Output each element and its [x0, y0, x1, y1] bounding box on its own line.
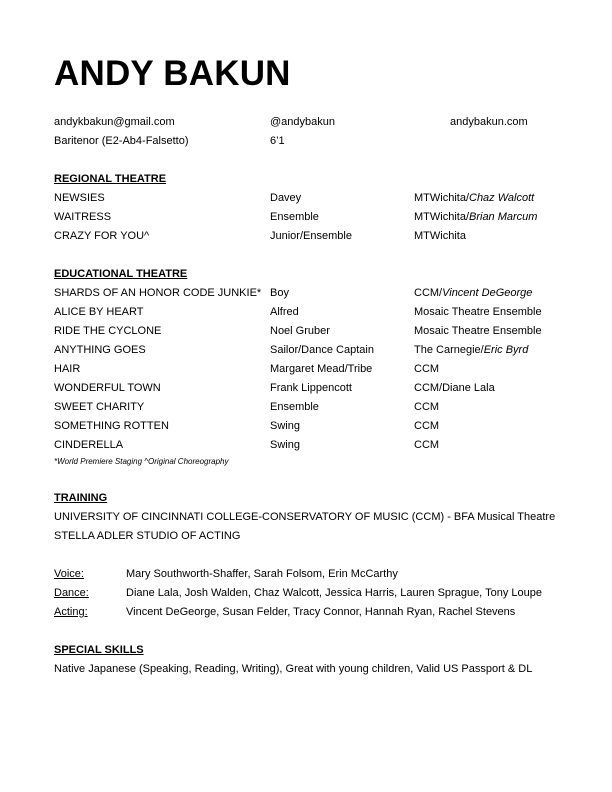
educational-role: Boy — [270, 287, 289, 299]
educational-role: Swing — [270, 439, 300, 451]
contact-website: andybakun.com — [450, 116, 528, 128]
educational-company: Mosaic Theatre Ensemble — [414, 325, 542, 337]
educational-company: CCM — [414, 420, 440, 432]
training-school: STELLA ADLER STUDIO OF ACTING — [54, 530, 241, 542]
teacher-names: Vincent DeGeorge, Susan Felder, Tracy Connor, Hannah Ryan, Rachel Stevens — [126, 606, 516, 618]
contact-voice-type: Baritenor (E2-Ab4-Falsetto) — [54, 135, 189, 147]
regional-theatre-heading: REGIONAL THEATRE — [54, 173, 167, 185]
educational-role: Frank Lippencott — [270, 382, 352, 394]
educational-company: CCM — [414, 363, 440, 375]
resume-name: ANDY BAKUN — [54, 54, 291, 93]
regional-show: NEWSIES — [54, 192, 105, 204]
teacher-names: Diane Lala, Josh Walden, Chaz Walcott, Jessica Harris, Lauren Sprague, Tony Loupe — [126, 587, 542, 599]
educational-company: Mosaic Theatre Ensemble — [414, 306, 542, 318]
regional-role: Junior/Ensemble — [270, 230, 352, 242]
teacher-category-label: Voice: — [54, 568, 84, 580]
regional-show: CRAZY FOR YOU^ — [54, 230, 150, 242]
training-heading: TRAINING — [54, 492, 108, 504]
educational-company: CCM/Vincent DeGeorge — [414, 287, 533, 299]
regional-company: MTWichita/Brian Marcum — [414, 211, 538, 223]
educational-company: CCM/Diane Lala — [414, 382, 495, 394]
educational-company: CCM — [414, 439, 440, 451]
educational-company: CCM — [414, 401, 440, 413]
contact-social: @andybakun — [270, 116, 335, 128]
educational-role: Ensemble — [270, 401, 319, 413]
contact-height: 6’1 — [270, 135, 285, 147]
educational-role: Noel Gruber — [270, 325, 330, 337]
educational-show: HAIR — [54, 363, 81, 375]
educational-show: SOMETHING ROTTEN — [54, 420, 169, 432]
educational-show: ALICE BY HEART — [54, 306, 144, 318]
special-skills-heading: SPECIAL SKILLS — [54, 644, 144, 656]
contact-email: andykbakun@gmail.com — [54, 116, 175, 128]
teacher-names: Mary Southworth-Shaffer, Sarah Folsom, Erin McCarthy — [126, 568, 398, 580]
teacher-category-label: Acting: — [54, 606, 88, 618]
regional-role: Davey — [270, 192, 302, 204]
educational-role: Margaret Mead/Tribe — [270, 363, 373, 375]
educational-role: Swing — [270, 420, 300, 432]
educational-show: CINDERELLA — [54, 439, 124, 451]
regional-director: Brian Marcum — [469, 211, 538, 223]
teacher-category-label: Dance: — [54, 587, 89, 599]
educational-footnote: *World Premiere Staging ^Original Choreography — [54, 457, 229, 466]
educational-show: WONDERFUL TOWN — [54, 382, 161, 394]
educational-director: Vincent DeGeorge — [442, 287, 533, 299]
educational-role: Alfred — [270, 306, 299, 318]
educational-director: Eric Byrd — [483, 344, 529, 356]
educational-show: RIDE THE CYCLONE — [54, 325, 162, 337]
regional-company: MTWichita/Chaz Walcott — [414, 192, 535, 204]
educational-company: The Carnegie/Eric Byrd — [414, 344, 529, 356]
regional-company: MTWichita — [414, 230, 466, 242]
educational-show: ANYTHING GOES — [54, 344, 146, 356]
educational-show: SHARDS OF AN HONOR CODE JUNKIE* — [54, 287, 262, 299]
educational-theatre-heading: EDUCATIONAL THEATRE — [54, 268, 188, 280]
educational-role: Sailor/Dance Captain — [270, 344, 374, 356]
regional-show: WAITRESS — [54, 211, 112, 223]
special-skills-text: Native Japanese (Speaking, Reading, Writing), Great with young children, Valid US Passport & DL — [54, 663, 533, 675]
regional-director: Chaz Walcott — [469, 192, 535, 204]
regional-role: Ensemble — [270, 211, 319, 223]
training-school: UNIVERSITY OF CINCINNATI COLLEGE-CONSERVATORY OF MUSIC (CCM) - BFA Musical Theatre — [54, 511, 556, 523]
educational-show: SWEET CHARITY — [54, 401, 145, 413]
